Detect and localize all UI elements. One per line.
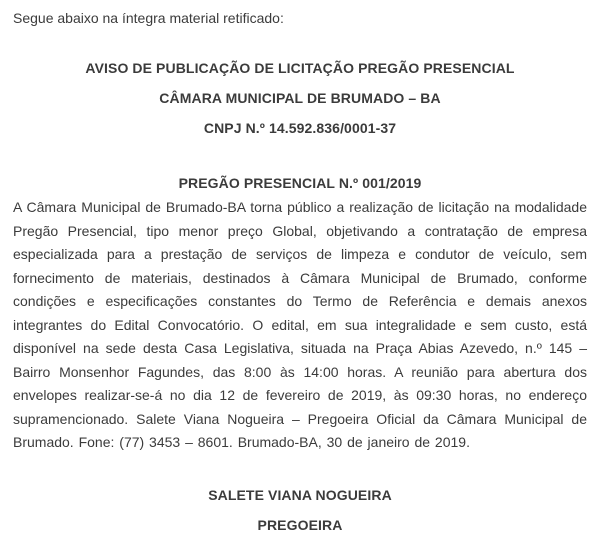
entity-name: CÂMARA MUNICIPAL DE BRUMADO – BA: [159, 90, 441, 106]
signature-role: PREGOEIRA: [257, 516, 343, 533]
notice-title: AVISO DE PUBLICAÇÃO DE LICITAÇÃO PREGÃO PRESENCIAL: [85, 60, 515, 76]
signature-name: SALETE VIANA NOGUEIRA: [208, 486, 392, 503]
subject-heading: PREGÃO PRESENCIAL N.º 001/2019: [178, 175, 422, 191]
intro-line: Segue abaixo na íntegra material retificado:: [13, 10, 284, 26]
cnpj-line: CNPJ N.º 14.592.836/0001-37: [203, 120, 397, 136]
notice-body: A Câmara Municipal de Brumado-BA torna público a realização de licitação na modalidade Pregão Presencial, tipo menor preço Global, objetivando a contratação de empresa especializada para a prestação de serviços de limpeza e condutor de veículo, sem fornecimento de materiais, destinados à Câmara Municipal de Brumado, conforme condições e especificações constantes do Termo de Referência e demais anexos integrantes do Edital Convocatório. O edital, em sua integralidade e sem custo, está disponível na sede desta Casa Legislativa, situada na Praça Abias Azevedo, n.º 145 – Bairro Monsenhor Fagundes, das 8:00 às 14:00 horas. A reunião para abertura dos envelopes realizar-se-á no dia 12 de fevereiro de 2019, às 09:30 horas, no endereço supramencionado. Salete Viana Nogueira – Pregoeira Oficial da Câmara Municipal de Brumado. Fone: (77) 3453 – 8601. Brumado-BA, 30 de janeiro de 2019.: [13, 199, 587, 450]
